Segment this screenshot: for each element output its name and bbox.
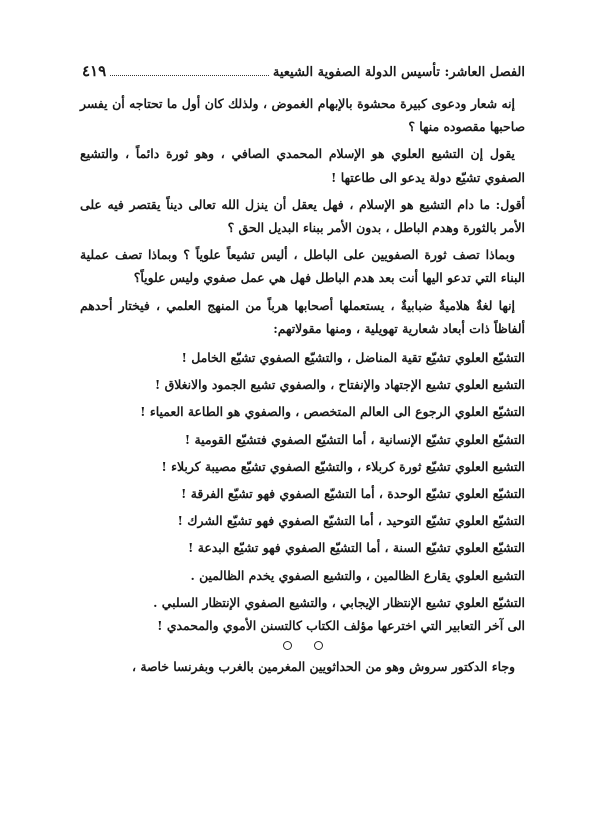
chapter-title: الفصل العاشر: تأسيس الدولة الصفوية الشيعية [272,65,525,80]
paragraph: أقول: ما دام التشيع هو الإسلام ، فهل يعقل أن ينزل الله تعالى ديناً يقتصر فيه على الأمر بالثورة وهدم الباطل ، بدون الأمر ببناء البديل الحق ؟ [80,196,525,236]
list-item: التشيع العلوي يقارع الظالمين ، والتشيع الصفوي يخدم الظالمين . [190,567,525,583]
page-number: ٤١٩ [82,62,107,80]
header-dotted-leader [110,75,269,76]
list-item: التشيّع العلوي تشيّع الإنسانية ، أما التشيّع الصفوي فتشيّع القومية ! [184,431,525,447]
list-item: التشيّع العلوي تشيّع السنة ، أما التشيّع الصفوي فهو تشيّع البدعة ! [187,540,525,556]
list-item: التشيع العلوي تشيّع ثورة كربلاء ، والتشيّع الصفوي تشيّع مصيبة كربلاء ! [161,458,525,474]
separator-ornament-icon [314,641,323,650]
section-separator [80,637,525,653]
list-item: التشيّع العلوي تشيّع الوحدة ، أما التشيّع الصفوي فهو تشيّع الفرقة ! [180,486,525,502]
paragraph: إنها لغةٌ هلاميةٌ ضبابيةٌ ، يستعملها أصحابها هرباً من المنهج العلمي ، فيختار أحدهم ألفاظاً ذات أبعاد شعارية تهويلية ، ومنها مقولاتهم: [80,297,525,336]
list-item: التشيّع العلوي تشيّع التوحيد ، أما التشيّع الصفوي فهو تشيّع الشرك ! [177,513,525,529]
list-item: التشيّع العلوي تشيع الإنتظار الإيجابي ، والتشيع الصفوي الإنتظار السلبي . [153,594,525,610]
list-item: التشيّع العلوي تشيّع تقية المناضل ، والتشيّع الصفوي تشيّع الخامل ! [181,350,525,366]
list-item: التشيّع العلوي الرجوع الى العالم المتخصص ، والصفوي هو الطاعة العمياء ! [140,404,525,420]
paragraph: وجاء الدكتور سروش وهو من الحداثويين المغرمين بالغرب وبفرنسا خاصة ، [132,659,515,675]
slogans-list [80,346,525,637]
paragraph: يقول إن التشيع العلوي هو الإسلام المحمدي الصافي ، وهو ثورة دائماً ، والتشيع الصفوي تشيّع دولة يدعو الى طاعتها ! [80,146,525,185]
paragraph: وبماذا تصف ثورة الصفويين على الباطل ، أليس تشيعاً علوياً ؟ وبماذا تصف عملية البناء التي تدعو اليها أنت بعد هدم الباطل فهل هي عمل صفوي وليس علوياً؟ [80,247,525,286]
separator-ornament-icon [283,641,292,650]
running-header [82,58,525,80]
page-body [80,92,525,678]
list-item: التشيع العلوي تشيع الإجتهاد والإنفتاح ، والصفوي تشيع الجمود والانغلاق ! [154,377,525,393]
list-item: الى آخر التعابير التي اخترعها مؤلف الكتاب كالتسنن الأموي والمحمدي ! [157,618,525,634]
paragraph: إنه شعار ودعوى كبيرة محشوة بالإبهام الغموض ، ولذلك كان أول ما تحتاجه أن يفسر صاحبها مقصوده منها ؟ [80,96,525,135]
